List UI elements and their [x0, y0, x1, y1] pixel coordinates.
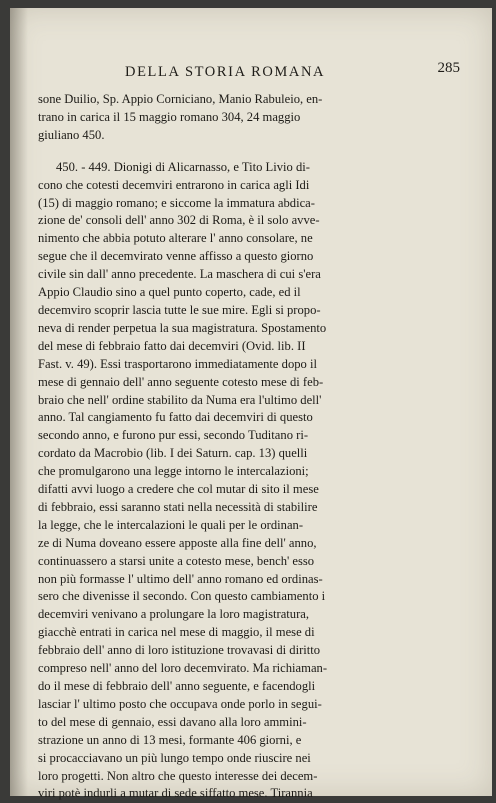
text-line: 450. - 449. Dionigi di Alicarnasso, e Tito Livio di- [56, 159, 310, 174]
text-line: continuassero a starsi unite a cotesto mese, bench' esso [38, 553, 315, 568]
running-head: DELLA STORIA ROMANA [125, 64, 326, 80]
text-line: Appio Claudio sino a quel punto coperto, cade, ed il [38, 285, 301, 300]
text-line: decemviro scoprir lascia tutte le sue mire. Egli si propo- [38, 302, 321, 317]
text-line: difatti avvi luogo a credere che col mutar di sito il mese [38, 482, 319, 497]
text-line: lasciar l' ultimo posto che occupava onde porlo in segui- [38, 696, 322, 711]
text-line: braio che nell' ordine stabilito da Numa era l'ultimo dell' [38, 392, 322, 407]
text-line: segue che il decemvirato venne affisso a questo giorno [38, 249, 314, 264]
page-number: 285 [437, 60, 460, 76]
text-line: do il mese di febbraio dell' anno seguente, e facendogli [38, 679, 316, 693]
text-line: giacchè entrati in carica nel mese di maggio, il mese di [38, 625, 315, 640]
text-line: trano in carica il 15 maggio romano 304, 24 maggio [38, 109, 301, 124]
text-line: viri potè indurli a mutar di sede siffatto mese. Tirannia [38, 786, 313, 801]
text-line: compreso nell' anno del loro decemvirato. Ma richiaman- [38, 661, 328, 676]
text-line: giuliano 450. [38, 127, 105, 142]
text-line: secondo anno, e furono pur essi, secondo Tuditano ri- [38, 428, 309, 443]
text-line: loro progetti. Non altro che questo interesse dei decem- [38, 768, 318, 783]
text-line: decemviri venivano a prolungare la loro magistratura, [38, 607, 310, 622]
text-line: zione de' consoli dell' anno 302 di Roma, è il solo avve- [38, 213, 320, 228]
text-line: ze di Numa doveano essere apposte alla fine dell' anno, [38, 535, 317, 550]
text-line: Fast. v. 49). Essi trasportarono immediatamente dopo il [38, 356, 317, 371]
text-line: cordato da Macrobio (lib. I dei Saturn. cap. 13) quelli [38, 446, 308, 461]
text-line: di febbraio, essi saranno stati nella necessità di stabilire [38, 499, 318, 514]
text-line: si procacciavano un più lungo tempo onde riuscire nei [38, 750, 311, 765]
text-line: strazione un anno di 13 mesi, formante 406 giorni, e [38, 732, 302, 747]
text-line: neva di render perpetua la sua magistratura. Spostamento [38, 320, 327, 335]
page-header [40, 60, 470, 82]
text-line: che promulgarono una legge intorno le intercalazioni; [38, 464, 309, 479]
text-line: febbraio dell' anno di loro istituzione trovavasi di diritto [38, 643, 321, 658]
text-line: la legge, che le intercalazioni le quali per le ordinan- [38, 517, 304, 532]
text-line: non più formasse l' ultimo dell' anno romano ed ordinas- [38, 571, 323, 586]
body-text [38, 91, 358, 803]
gutter-shadow [10, 8, 28, 796]
text-line: cono che cotesti decemviri entrarono in carica agli Idi [38, 177, 310, 192]
paragraph-gap [38, 145, 358, 159]
text-line: to del mese di gennaio, essi davano alla loro ammini- [38, 714, 307, 729]
text-line: sero che divenisse il secondo. Con questo cambiamento i [38, 589, 326, 604]
text-line: anno. Tal cangiamento fu fatto dai decemviri di questo [38, 410, 313, 425]
text-line: nimento che abbia potuto alterare l' anno consolare, ne [38, 231, 313, 246]
text-line: del mese di febbraio fatto dai decemviri (Ovid. lib. II [38, 338, 306, 353]
text-line: civile sin dall' anno precedente. La maschera di cui s'era [38, 267, 321, 282]
book-page [10, 8, 492, 801]
text-line: sone Duilio, Sp. Appio Corniciano, Manio Rabuleio, en- [38, 92, 323, 106]
text-line: mese di gennaio dell' anno seguente cotesto mese di feb- [38, 374, 324, 389]
text-line: (15) di maggio romano; e siccome la immatura abdica- [38, 195, 315, 210]
